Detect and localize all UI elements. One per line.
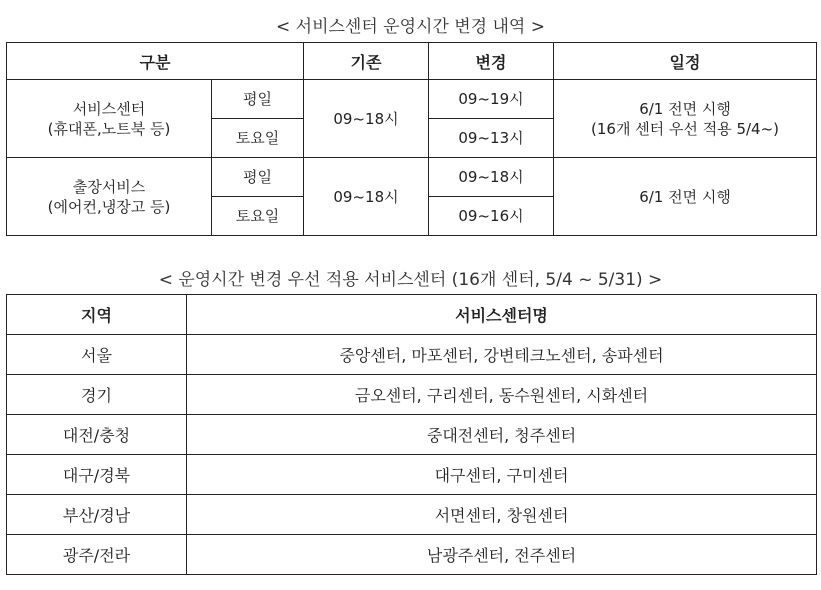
region-cell: 대구/경북 — [7, 455, 187, 495]
day-type-weekday: 평일 — [212, 158, 304, 197]
header-region: 지역 — [7, 295, 187, 335]
region-cell: 부산/경남 — [7, 495, 187, 535]
table-row — [7, 415, 817, 455]
centers-cell: 대구센터, 구미센터 — [187, 455, 817, 495]
table-header-row — [7, 295, 817, 335]
region-cell: 광주/전라 — [7, 535, 187, 575]
table2-caption: < 운영시간 변경 우선 적용 서비스센터 (16개 센터, 5/4 ~ 5/31) > — [158, 270, 663, 290]
after-hours-saturday: 09~16시 — [429, 197, 554, 236]
table1-caption: < 서비스센터 운영시간 변경 내역 > — [276, 17, 545, 37]
operating-hours-change-table — [6, 42, 817, 236]
header-category: 구분 — [7, 43, 304, 80]
schedule-text: 6/1 전면 시행 — [639, 187, 731, 206]
after-hours-weekday: 09~18시 — [429, 158, 554, 197]
schedule-cell — [554, 80, 817, 158]
centers-cell: 금오센터, 구리센터, 동수원센터, 시화센터 — [187, 375, 817, 415]
header-schedule: 일정 — [554, 43, 817, 80]
schedule-text: 6/1 전면 시행 — [639, 99, 731, 118]
priority-service-centers-table — [6, 294, 817, 575]
table-row — [7, 455, 817, 495]
after-hours-saturday: 09~13시 — [429, 119, 554, 158]
schedule-cell — [554, 158, 817, 236]
table-row — [7, 335, 817, 375]
before-hours: 09~18시 — [304, 80, 429, 158]
table-row — [7, 80, 817, 119]
service-note: (휴대폰,노트북 등) — [47, 119, 171, 138]
centers-cell: 중앙센터, 마포센터, 강변테크노센터, 송파센터 — [187, 335, 817, 375]
after-hours-weekday: 09~19시 — [429, 80, 554, 119]
centers-cell: 서면센터, 창원센터 — [187, 495, 817, 535]
day-type-saturday: 토요일 — [212, 119, 304, 158]
table-header-row — [7, 43, 817, 80]
schedule-note: (16개 센터 우선 적용 5/4~) — [591, 119, 780, 138]
service-category-cell — [7, 80, 212, 158]
day-type-saturday: 토요일 — [212, 197, 304, 236]
before-hours: 09~18시 — [304, 158, 429, 236]
region-cell: 서울 — [7, 335, 187, 375]
region-cell: 경기 — [7, 375, 187, 415]
header-centers: 서비스센터명 — [187, 295, 817, 335]
table-row — [7, 535, 817, 575]
header-before: 기존 — [304, 43, 429, 80]
day-type-weekday: 평일 — [212, 80, 304, 119]
table-row — [7, 158, 817, 197]
centers-cell: 중대전센터, 청주센터 — [187, 415, 817, 455]
service-note: (에어컨,냉장고 등) — [47, 197, 171, 216]
service-category-cell — [7, 158, 212, 236]
header-after: 변경 — [429, 43, 554, 80]
service-name: 출장서비스 — [72, 177, 146, 196]
service-name: 서비스센터 — [72, 99, 146, 118]
table-row — [7, 375, 817, 415]
region-cell: 대전/충청 — [7, 415, 187, 455]
centers-cell: 남광주센터, 전주센터 — [187, 535, 817, 575]
table-row — [7, 495, 817, 535]
